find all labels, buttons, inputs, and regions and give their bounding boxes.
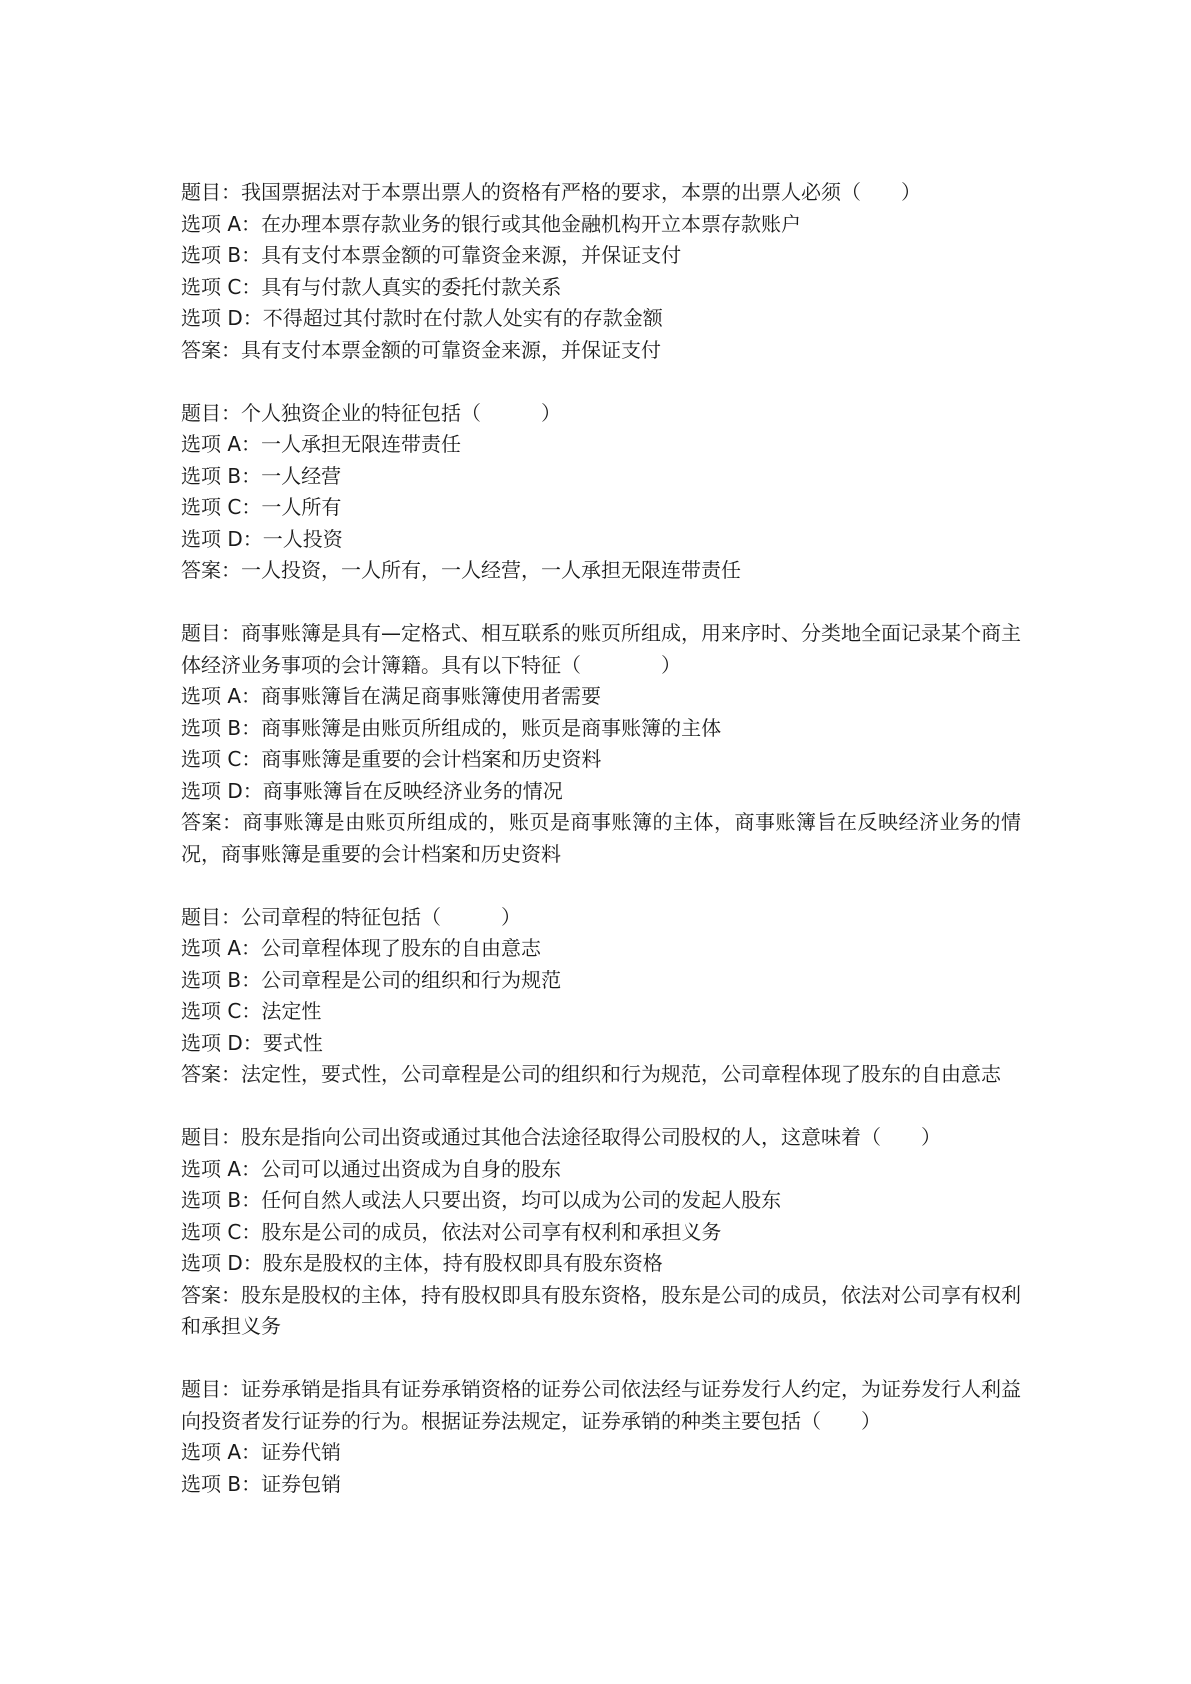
option-d: 选项 D：一人投资 [181,526,343,551]
option-a: 选项 A：商事账簿旨在满足商事账簿使用者需要 [181,684,602,708]
question-block [181,902,1021,1091]
answer-line: 答案：一人投资，一人所有，一人经营，一人承担无限连带责任 [181,558,741,582]
question-title: 题目：个人独资企业的特征包括（ ） [181,400,561,425]
option-c: 选项 C：法定性 [181,999,322,1023]
question-block [181,177,1021,366]
option-a: 选项 A：公司可以通过出资成为自身的股东 [181,1156,562,1181]
option-b: 选项 B：具有支付本票金额的可靠资金来源，并保证支付 [181,243,682,267]
option-b: 选项 B：一人经营 [181,463,342,488]
option-c: 选项 C：商事账簿是重要的会计档案和历史资料 [181,747,602,771]
answer-line: 答案：商事账簿是由账页所组成的，账页是商事账簿的主体，商事账簿旨在反映经济业务的情况，商事账簿是重要的会计档案和历史资料 [181,810,1021,866]
question-title: 题目：股东是指向公司出资或通过其他合法途径取得公司股权的人，这意味着（ ） [181,1125,941,1149]
answer-line: 答案：法定性，要式性，公司章程是公司的组织和行为规范，公司章程体现了股东的自由意志 [181,1062,1001,1086]
answer-line: 答案：股东是股权的主体，持有股权即具有股东资格，股东是公司的成员，依法对公司享有权利和承担义务 [181,1282,1021,1338]
question-block [181,1122,1021,1343]
option-c: 选项 C：股东是公司的成员，依法对公司享有权利和承担义务 [181,1219,722,1244]
option-b: 选项 B：任何自然人或法人只要出资，均可以成为公司的发起人股东 [181,1188,782,1212]
option-a: 选项 A：证券代销 [181,1440,342,1464]
option-c: 选项 C：一人所有 [181,495,342,519]
question-block [181,618,1021,870]
question-title: 题目：证券承销是指具有证券承销资格的证券公司依法经与证券发行人约定，为证券发行人利益向投资者发行证券的行为。根据证券法规定，证券承销的种类主要包括（ ） [181,1377,1021,1433]
question-title: 题目：商事账簿是具有—定格式、相互联系的账页所组成，用来序时、分类地全面记录某个商主体经济业务事项的会计簿籍。具有以下特征（ ） [181,621,1021,677]
option-d: 选项 D：商事账簿旨在反映经济业务的情况 [181,778,563,803]
option-b: 选项 B：商事账簿是由账页所组成的，账页是商事账簿的主体 [181,715,722,740]
question-list [181,177,1021,1532]
answer-line: 答案：具有支付本票金额的可靠资金来源，并保证支付 [181,337,661,362]
question-block [181,1374,1021,1500]
question-block [181,398,1021,587]
option-b: 选项 B：公司章程是公司的组织和行为规范 [181,967,562,992]
option-d: 选项 D：要式性 [181,1030,323,1055]
option-c: 选项 C：具有与付款人真实的委托付款关系 [181,274,562,299]
option-d: 选项 D：股东是股权的主体，持有股权即具有股东资格 [181,1251,663,1275]
option-a: 选项 A：一人承担无限连带责任 [181,432,462,456]
option-a: 选项 A：公司章程体现了股东的自由意志 [181,936,542,960]
question-title: 题目：我国票据法对于本票出票人的资格有严格的要求，本票的出票人必须（ ） [181,180,921,204]
question-title: 题目：公司章程的特征包括（ ） [181,904,521,929]
option-a: 选项 A：在办理本票存款业务的银行或其他金融机构开立本票存款账户 [181,211,802,236]
option-d: 选项 D：不得超过其付款时在付款人处实有的存款金额 [181,306,663,330]
option-b: 选项 B：证券包销 [181,1471,342,1496]
